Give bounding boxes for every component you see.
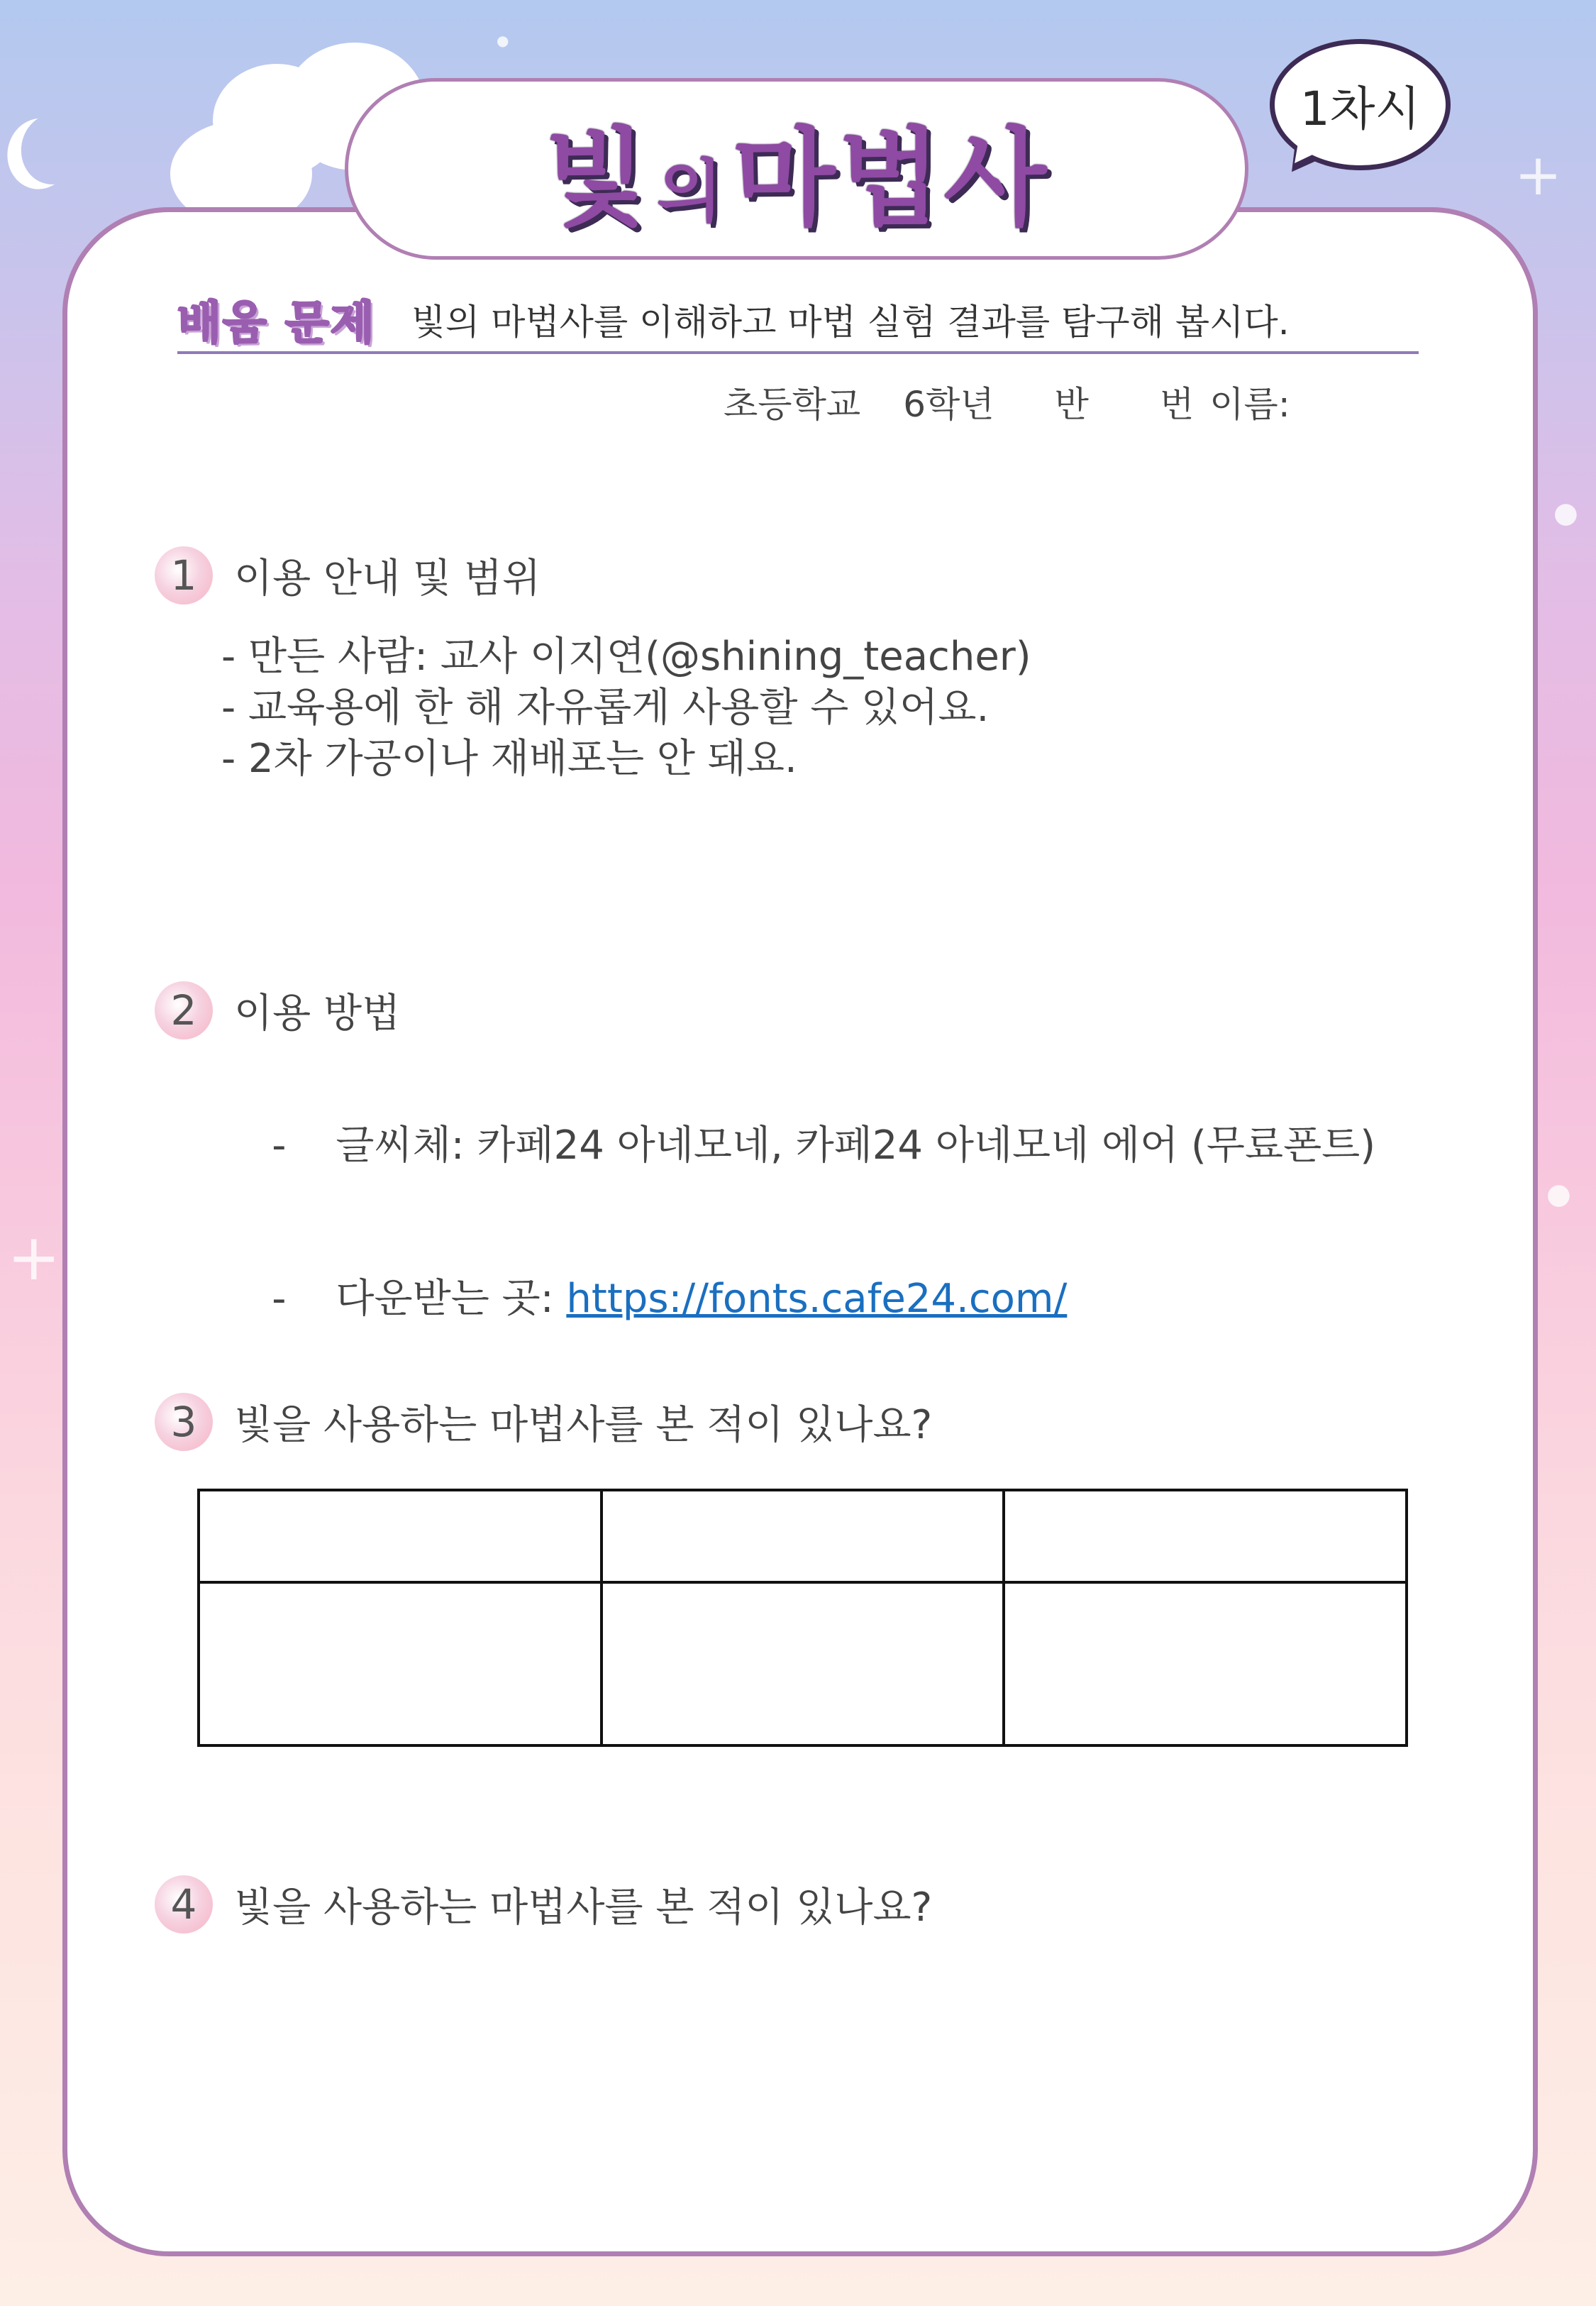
section-1-heading: [155, 546, 541, 605]
title-part: 마법사: [732, 117, 1050, 241]
list-item: [221, 1223, 1375, 1376]
page-title: [544, 92, 1049, 246]
sparkle-icon: ●: [1546, 1178, 1571, 1210]
section-number-badge: 3: [155, 1393, 213, 1451]
title-part: 빛: [543, 117, 650, 241]
learning-goal-label: 배움 문제: [177, 297, 376, 350]
section-title: 빛을 사용하는 마법사를 본 적이 있나요?: [234, 1402, 933, 1448]
sparkle-icon: ●: [497, 32, 509, 49]
table-cell[interactable]: [602, 1490, 1004, 1582]
section-title: 빛을 사용하는 마법사를 본 적이 있나요?: [234, 1885, 933, 1931]
learning-goal-row: [177, 287, 1419, 354]
section-title: 이용 안내 및 범위: [234, 556, 541, 602]
list-dash: -: [272, 1122, 287, 1169]
section-title: 이용 방법: [234, 991, 401, 1037]
table-row: [199, 1490, 1407, 1582]
list-item: - 2차 가공이나 재배포는 안 돼요.: [221, 736, 797, 782]
section-number-badge: 1: [155, 546, 213, 605]
number-label: 번: [1159, 384, 1195, 425]
section-number-badge: 2: [155, 981, 213, 1039]
lesson-badge-label: 1차시: [1299, 82, 1421, 136]
list-dash: -: [272, 1276, 287, 1322]
sparkle-icon: ●: [1553, 497, 1578, 529]
moon-icon: [16, 109, 91, 189]
list-item: - 만든 사람: 교사 이지연(@shining_teacher): [221, 634, 1031, 680]
table-cell[interactable]: [1004, 1490, 1407, 1582]
section-1-items: [221, 631, 1031, 785]
download-link[interactable]: https://fonts.cafe24.com/: [566, 1276, 1068, 1322]
sparkle-icon: +: [1514, 142, 1563, 208]
table-cell[interactable]: [199, 1582, 602, 1745]
learning-goal-text: 빛의 마법사를 이해하고 마법 실험 결과를 탐구해 봅시다.: [411, 302, 1290, 343]
table-cell[interactable]: [1004, 1582, 1407, 1745]
answer-table: [197, 1489, 1408, 1747]
title-banner: [345, 78, 1248, 260]
student-info: [724, 376, 1290, 427]
table-row: [199, 1582, 1407, 1745]
class-label: 반: [1054, 384, 1089, 425]
section-2-items: [221, 1069, 1375, 1376]
list-item: [221, 1069, 1375, 1223]
title-part: 의: [656, 152, 726, 231]
section-3-heading: [155, 1393, 932, 1451]
font-info-text: 글씨체: 카페24 아네모네, 카페24 아네모네 에어 (무료폰트): [336, 1122, 1376, 1169]
table-cell[interactable]: [602, 1582, 1004, 1745]
download-label: 다운받는 곳:: [336, 1276, 567, 1322]
grade-label: 6학년: [903, 384, 994, 425]
school-label: 초등학교: [724, 384, 861, 425]
section-4-heading: [155, 1875, 932, 1933]
name-label: 이름:: [1209, 384, 1290, 425]
sparkle-icon: +: [7, 1220, 61, 1295]
list-item: - 교육용에 한 해 자유롭게 사용할 수 있어요.: [221, 685, 990, 731]
section-number-badge: 4: [155, 1875, 213, 1933]
table-cell[interactable]: [199, 1490, 602, 1582]
section-2-heading: [155, 981, 400, 1039]
